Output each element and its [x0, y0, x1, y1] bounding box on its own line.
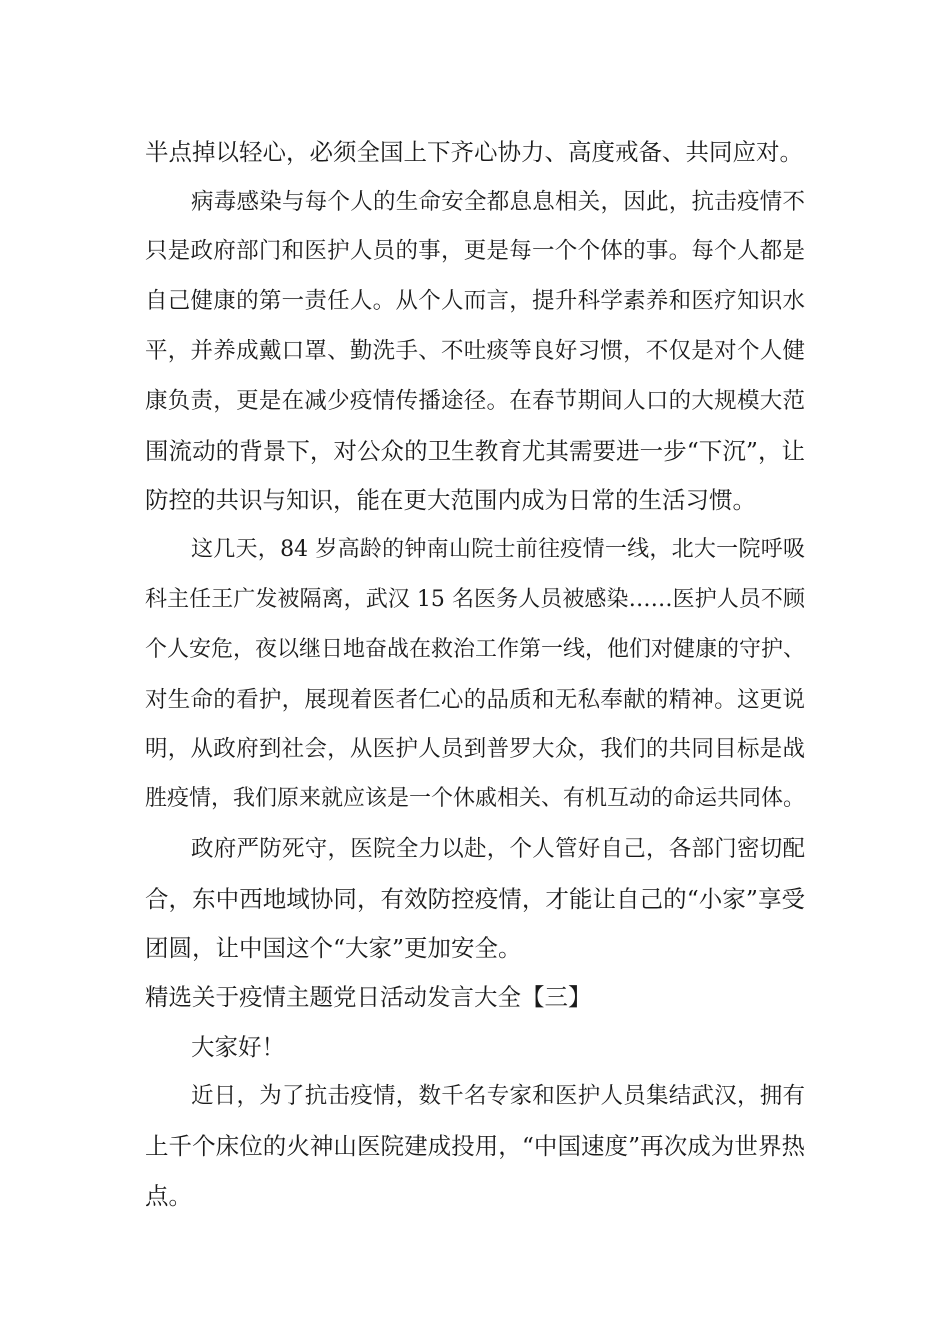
paragraph-line [0, 384, 950, 418]
paragraph-line [0, 284, 950, 318]
line-text: 半点掉以轻心，必须全国上下齐心协力、高度戒备、共同应对。 [145, 138, 803, 166]
line-text: 平，并养成戴口罩、勤洗手、不吐痰等良好习惯，不仅是对个人健 [145, 338, 805, 364]
paragraph-line [0, 483, 950, 517]
line-text: 对生命的看护，展现着医者仁心的品质和无私奉献的精神。这更说 [145, 687, 805, 713]
paragraph-line [0, 234, 950, 268]
line-text: 病毒感染与每个人的生命安全都息息相关，因此，抗击疫情不 [191, 189, 805, 215]
line-text: 自己健康的第一责任人。从个人而言，提升科学素养和医疗知识水 [145, 288, 805, 314]
section-heading-text: 精选关于疫情主题党日活动发言大全【三】 [145, 983, 592, 1011]
line-text: 防控的共识与知识，能在更大范围内成为日常的生活习惯。 [145, 486, 756, 514]
line-text: 合，东中西地域协同，有效防控疫情，才能让自己的“小家”享受 [145, 885, 805, 913]
paragraph-line [0, 832, 950, 866]
line-text: 只是政府部门和医护人员的事，更是每一个个体的事。每个人都是 [145, 238, 805, 264]
paragraph-line [0, 135, 950, 169]
paragraph-line [0, 583, 950, 617]
line-text: 康负责，更是在减少疫情传播途径。在春节期间人口的大规模大范 [145, 388, 805, 414]
line-text: 胜疫情，我们原来就应该是一个休戚相关、有机互动的命运共同体。 [145, 786, 806, 811]
paragraph-line [0, 334, 950, 368]
line-text: 上千个床位的火神山医院建成投用，“中国速度”再次成为世界热 [145, 1132, 805, 1160]
line-text: 政府严防死守，医院全力以赴，个人管好自己，各部门密切配 [191, 836, 805, 862]
paragraph-line [0, 185, 950, 219]
paragraph-line [0, 882, 950, 916]
paragraph-line [0, 434, 950, 468]
paragraph-line [0, 633, 950, 667]
paragraph-line [0, 1079, 950, 1113]
line-text: 大家好！ [191, 1033, 285, 1061]
paragraph-line [0, 1179, 950, 1213]
paragraph-line [0, 931, 950, 965]
line-text: 科主任王广发被隔离，武汉 15 名医务人员被感染……医护人员不顾 [145, 587, 805, 612]
line-text: 团圆，让中国这个“大家”更加安全。 [145, 934, 522, 962]
paragraph-line [0, 732, 950, 766]
greeting-line [0, 1030, 950, 1064]
paragraph-line [0, 533, 950, 567]
line-text: 个人安危，夜以继日地奋战在救治工作第一线，他们对健康的守护、 [145, 637, 806, 662]
paragraph-line [0, 683, 950, 717]
paragraph-line [0, 1129, 950, 1163]
section-heading [0, 980, 950, 1014]
line-text: 明，从政府到社会，从医护人员到普罗大众，我们的共同目标是战 [145, 736, 805, 762]
line-text: 这几天，84 岁高龄的钟南山院士前往疫情一线，北大一院呼吸 [191, 537, 805, 562]
line-text: 点。 [145, 1182, 192, 1210]
paragraph-line [0, 782, 950, 816]
line-text: 围流动的背景下，对公众的卫生教育尤其需要进一步“下沉”，让 [145, 437, 805, 465]
line-text: 近日，为了抗击疫情，数千名专家和医护人员集结武汉，拥有 [191, 1083, 805, 1109]
